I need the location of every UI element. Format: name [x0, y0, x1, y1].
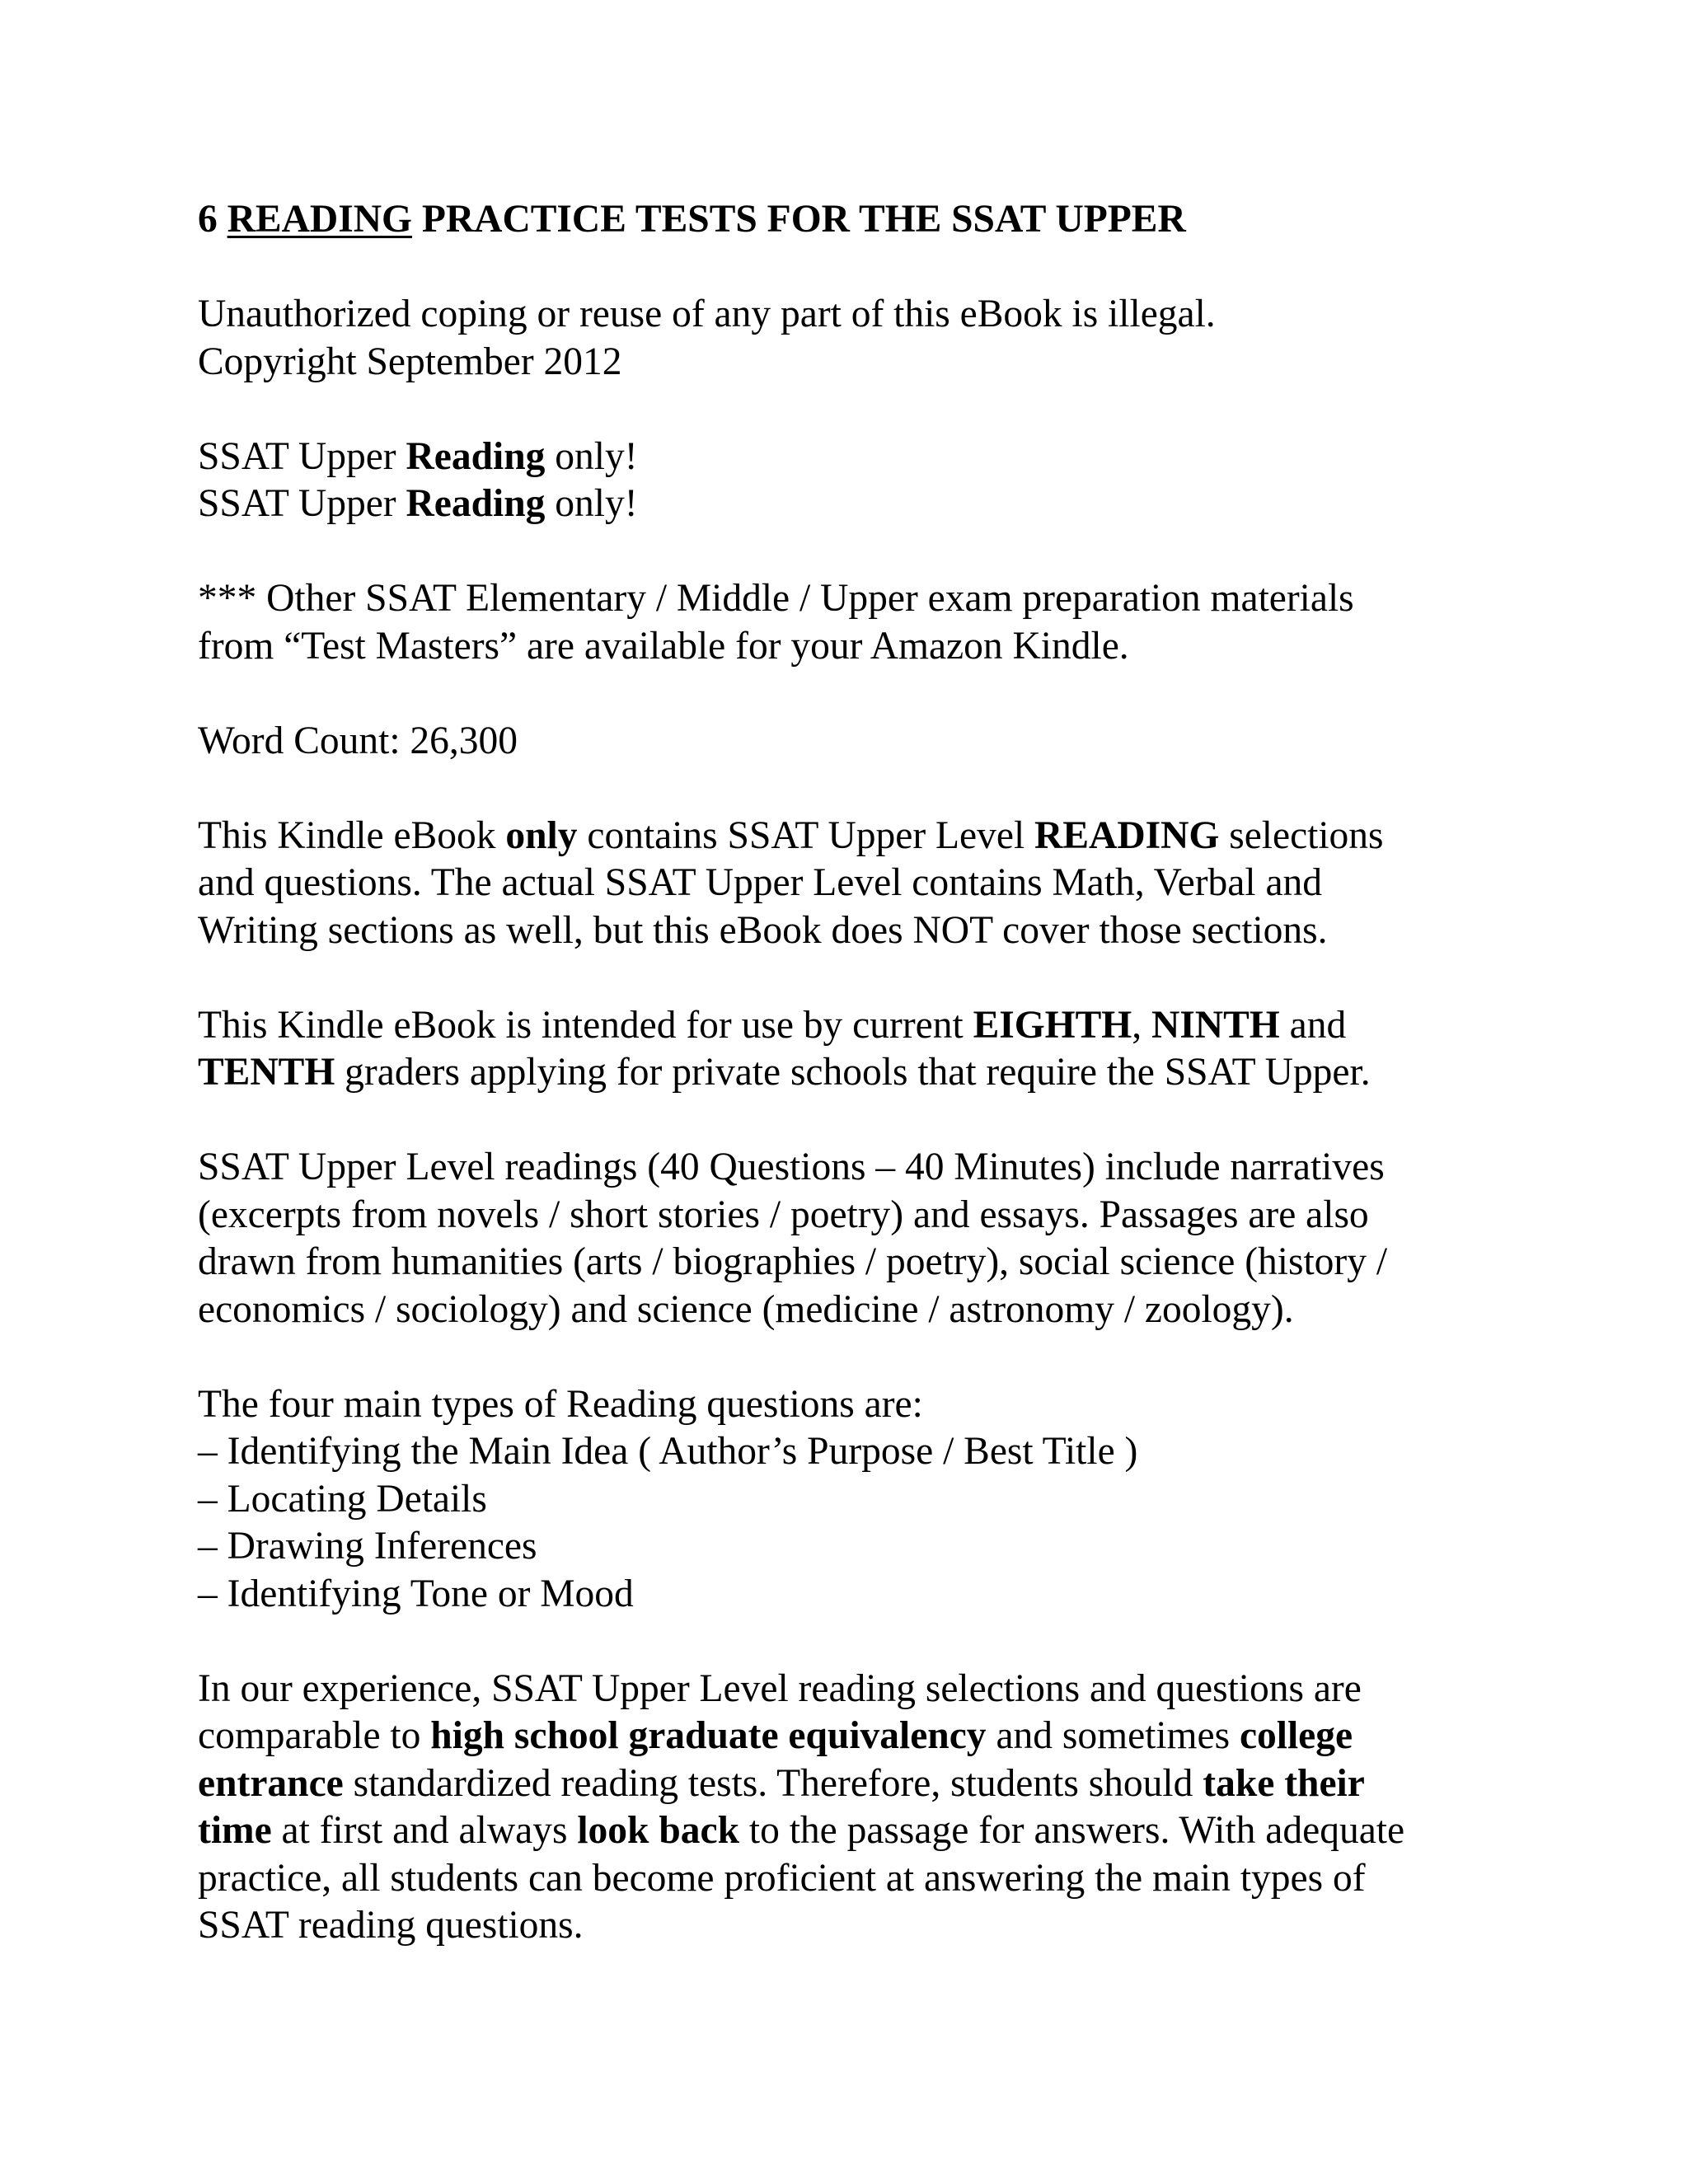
- experience-l4-c: look back: [577, 1809, 739, 1852]
- contents-l1-b: only: [505, 813, 578, 857]
- question-type-item: – Identifying the Main Idea ( Author’s Purpose / Best Title ): [198, 1430, 1138, 1473]
- experience-l2-a: comparable to: [198, 1714, 421, 1757]
- notice-line-1: Unauthorized coping or reuse of any part of this eBook is illegal.: [198, 293, 1216, 335]
- audience-line-1: [198, 1002, 1533, 1050]
- question-type-item: – Drawing Inferences: [198, 1525, 537, 1568]
- scope-line-2: [198, 480, 1533, 528]
- experience-line-5: practice, all students can become proficient at answering the main types of: [198, 1856, 1366, 1900]
- experience-l2-c: and sometimes: [996, 1714, 1231, 1757]
- audience-l1-a: This Kindle eBook is intended for use by current: [198, 1003, 964, 1047]
- word-count: [198, 718, 1533, 766]
- audience-l2-a: TENTH: [198, 1051, 335, 1094]
- question-types-list: [198, 1381, 1533, 1619]
- scope-line-1-pre: SSAT Upper: [198, 434, 396, 478]
- scope-line-1-post: only!: [555, 434, 638, 478]
- title-rest: PRACTICE TESTS FOR THE SSAT UPPER: [421, 198, 1186, 241]
- experience-l2-b: high school graduate equivalency: [430, 1714, 987, 1757]
- contents-l1-e: selections: [1229, 813, 1384, 857]
- notice-line-2: Copyright September 2012: [198, 340, 622, 383]
- scope-note: [198, 434, 1533, 528]
- experience-l4-d: to the passage for answers. With adequate: [748, 1809, 1405, 1852]
- copyright-notice: [198, 291, 1533, 386]
- readings-line-4: economics / sociology) and science (medicine / astronomy / zoology).: [198, 1287, 1294, 1331]
- contents-line-1: [198, 813, 1533, 860]
- experience-line-2: [198, 1713, 1533, 1760]
- experience-l3-b: standardized reading tests. Therefore, students should: [353, 1761, 1193, 1805]
- readings-paragraph: [198, 1144, 1533, 1333]
- other-materials-line-1: *** Other SSAT Elementary / Middle / Upper exam preparation materials: [198, 577, 1354, 620]
- readings-line-1: SSAT Upper Level readings (40 Questions – 40 Minutes) include narratives: [198, 1146, 1385, 1188]
- contents-line-3: Writing sections as well, but this eBook does NOT cover those sections.: [198, 908, 1328, 952]
- document-title: [198, 196, 1533, 244]
- question-type-item: – Identifying Tone or Mood: [198, 1572, 634, 1615]
- title-underlined-word: READING: [227, 198, 412, 241]
- scope-line-1: [198, 434, 1533, 481]
- other-materials-line-2: from “Test Masters” are available for your Amazon Kindle.: [198, 624, 1129, 668]
- question-type-item: – Locating Details: [198, 1477, 487, 1521]
- question-types-intro: The four main types of Reading questions are:: [198, 1382, 923, 1426]
- word-count-text: Word Count: 26,300: [198, 719, 518, 762]
- audience-paragraph: [198, 1002, 1533, 1097]
- title-number: 6: [198, 198, 218, 241]
- readings-line-2: (excerpts from novels / short stories / poetry) and essays. Passages are also: [198, 1193, 1369, 1236]
- scope-line-2-bold: Reading: [406, 482, 546, 525]
- audience-l1-e: and: [1289, 1003, 1347, 1047]
- contents-l1-a: This Kindle eBook: [198, 813, 496, 857]
- experience-line-3: [198, 1760, 1533, 1808]
- contents-paragraph: [198, 813, 1533, 955]
- audience-l1-d: NINTH: [1151, 1003, 1280, 1047]
- experience-l3-a: entrance: [198, 1761, 344, 1805]
- experience-l2-d: college: [1239, 1714, 1353, 1757]
- contents-line-2: and questions. The actual SSAT Upper Level contains Math, Verbal and: [198, 861, 1323, 904]
- experience-paragraph: [198, 1666, 1533, 1950]
- experience-l4-a: time: [198, 1809, 272, 1852]
- experience-line-4: [198, 1807, 1533, 1855]
- readings-line-3: drawn from humanities (arts / biographies / poetry), social science (history /: [198, 1240, 1388, 1283]
- document-page: [198, 196, 1533, 1997]
- scope-line-1-bold: Reading: [406, 434, 546, 478]
- audience-l2-b: graders applying for private schools that require the SSAT Upper.: [345, 1051, 1371, 1094]
- experience-line-6: SSAT reading questions.: [198, 1904, 584, 1947]
- experience-line-1: In our experience, SSAT Upper Level reading selections and questions are: [198, 1666, 1362, 1710]
- scope-line-2-pre: SSAT Upper: [198, 482, 396, 525]
- audience-l1-b: EIGHTH: [973, 1003, 1132, 1047]
- scope-line-2-post: only!: [555, 482, 638, 525]
- audience-l1-c: ,: [1132, 1003, 1142, 1047]
- other-materials-paragraph: [198, 575, 1533, 670]
- contents-l1-c: contains SSAT Upper Level: [587, 813, 1025, 857]
- audience-line-2: [198, 1049, 1533, 1097]
- experience-l3-c: take their: [1203, 1761, 1365, 1805]
- contents-l1-d: READING: [1034, 813, 1220, 857]
- experience-l4-b: at first and always: [281, 1809, 568, 1852]
